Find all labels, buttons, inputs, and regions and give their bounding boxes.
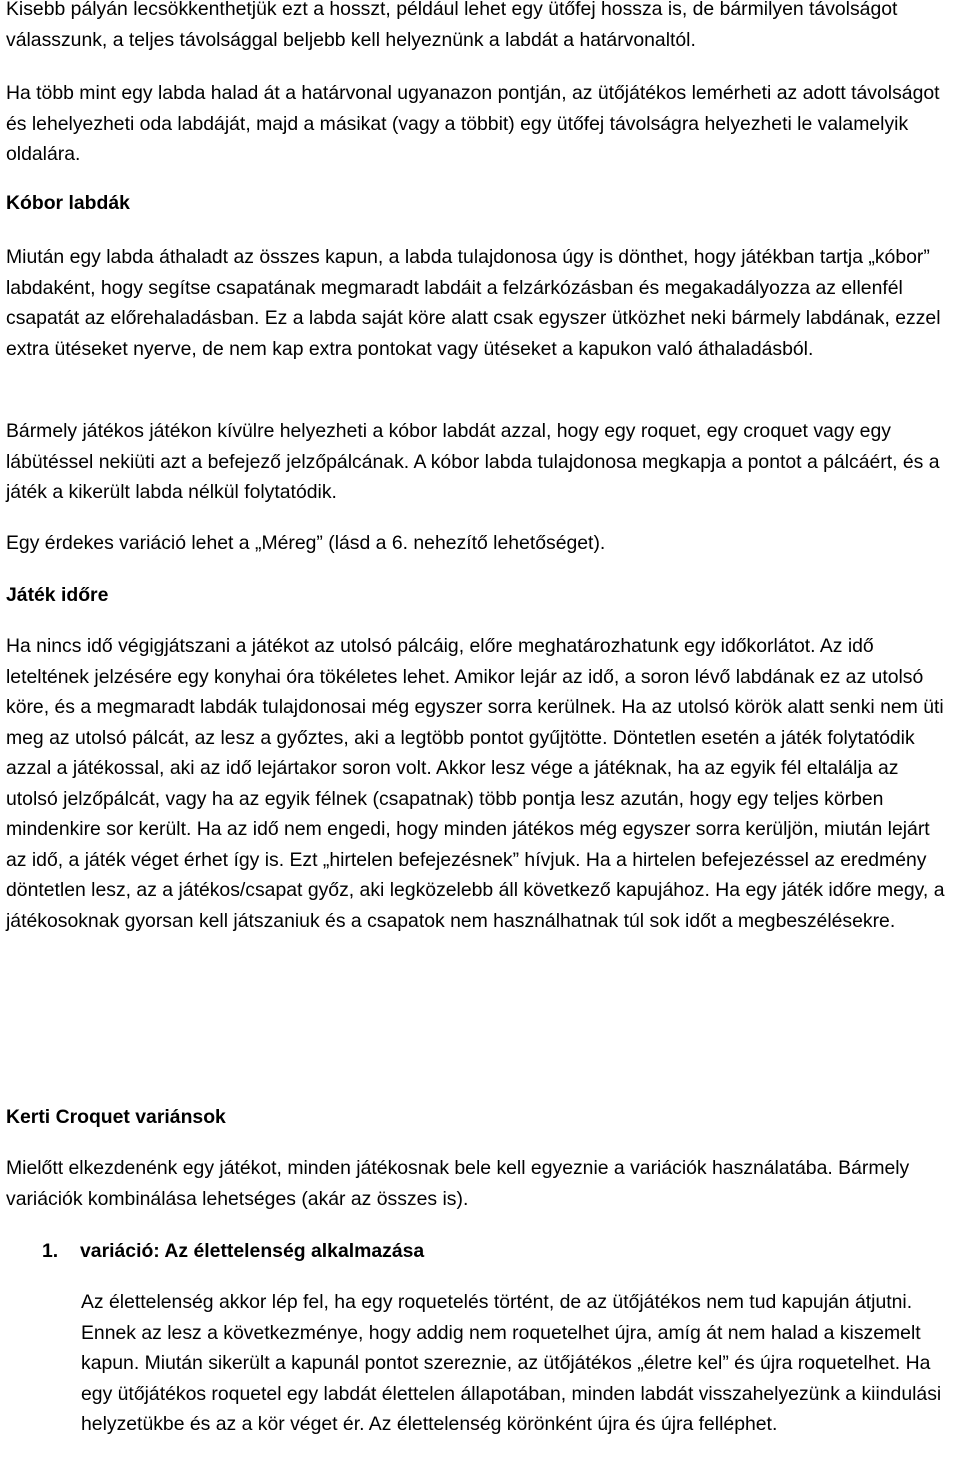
heading-kerti-croquet-variansok: Kerti Croquet variánsok (6, 1106, 226, 1128)
paragraph-time-limit: Ha nincs idő végigjátszani a játékot az utolsó pálcáig, előre meghatározhatunk egy időkorlátot. Az idő leteltének jelzésére egy konyhai óra tökéletes lehet. Amikor lejár az idő, a soron lévő labdának ez az utolsó köre, és a megmaradt labdák tulajdonosai még egyszer sorra kerülnek. Ha az utolsó körök alatt senki nem üti meg az utolsó pálcát, az lesz a győztes, aki a legtöbb pontot gyűjtötte. Döntetlen esetén a játék folytatódik azzal a játékossal, aki az idő lejártakor soron volt. Akkor lesz vége a játéknak, ha az egyik fél eltalálja az utolsó jelzőpálcát, vagy ha az egyik félnek (csapatnak) több pontja lesz azután, hogy egy teljes körben mindenkire sor került. Ha az idő nem engedi, hogy minden játékos még egyszer sorra kerüljön, miután lejárt az idő, a játék véget érhet így is. Ezt „hirtelen befejezésnek” hívjuk. Ha a hirtelen befejezéssel az eredmény döntetlen lesz, az a játékos/csapat győz, aki legközelebb áll következő kapujához. Ha egy játék időre megy, a játékosoknak gyorsan kell játszaniuk és a csapatok nem használhatnak túl sok időt a megbeszélésekre. (6, 635, 945, 932)
paragraph-rover-ball: Miután egy labda áthaladt az összes kapun, a labda tulajdonosa úgy is dönthet, hogy játékban tartja „kóbor” labdaként, hogy segítse csapatának megmaradt labdáit a felzárkózásban és megakadályozza az ellenfél csapatát az előrehaladásban. Ez a labda saját köre alatt csak egyszer ütközhet neki bármely labdának, ezzel extra ütéseket nyerve, de nem kap extra pontokat vagy ütéseket a kapukon való áthaladásból. (6, 246, 941, 360)
paragraph-boundary-distance: Kisebb pályán lecsökkenthetjük ezt a hosszt, például lehet egy ütőfej hossza is, de bármilyen távolságot válasszunk, a teljes távolsággal beljebb kell helyeznünk a labdát a határvonaltól. (6, 0, 898, 51)
paragraph-poison-variation: Egy érdekes variáció lehet a „Méreg” (lásd a 6. nehezítő lehetőséget). (6, 532, 606, 554)
heading-kobor-labdak: Kóbor labdák (6, 192, 130, 214)
list-item-number: 1. (42, 1240, 59, 1262)
heading-jatek-idore: Játék időre (6, 584, 109, 606)
paragraph-variants-intro: Mielőtt elkezdenénk egy játékot, minden játékosnak bele kell egyeznie a variációk használatába. Bármely variációk kombinálása lehetséges (akár az összes is). (6, 1157, 910, 1210)
list-item-body: Az élettelenség akkor lép fel, ha egy roquetelés történt, de az ütőjátékos nem tud kapuján átjutni. Ennek az lesz a következménye, hogy addig nem roquetelhet újra, amíg át nem halad a kiszemelt kapun. Miután sikerült a kapunál pontot szereznie, az ütőjátékos „életre kel” és újra roquetelhet. Ha egy ütőjátékos roquetel egy labdát élettelen állapotában, minden labdát visszahelyezünk a kiindulási helyzetükbe és az a kör véget ér. Az élettelenség körönként újra és újra felléphet. (81, 1291, 942, 1435)
paragraph-multiple-balls: Ha több mint egy labda halad át a határvonal ugyanazon pontján, az ütőjátékos lemérheti az adott távolságot és lehelyezheti oda labdáját, majd a másikat (vagy a többit) egy ütőfej távolságra helyezheti le valamelyik oldalára. (6, 82, 940, 165)
list-item-title (42, 1236, 424, 1267)
paragraph-rover-removal: Bármely játékos játékon kívülre helyezheti a kóbor labdát azzal, hogy egy roquet, egy croquet vagy egy lábütéssel nekiüti azt a befejező jelzőpálcának. A kóbor labda tulajdonosa megkapja a pontot a pálcáért, és a játék a kikerült labda nélkül folytatódik. (6, 420, 940, 503)
list-item-heading: variáció: Az élettelenség alkalmazása (80, 1240, 425, 1262)
